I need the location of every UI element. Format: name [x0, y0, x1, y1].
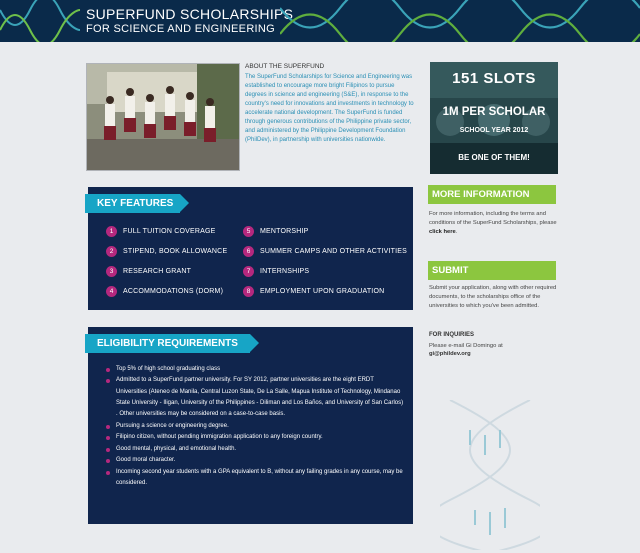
dna-helix-left-icon: [0, 0, 80, 42]
feature-item: [243, 245, 407, 257]
inquiries-heading: FOR INQUIRIES: [429, 332, 475, 338]
feature-label: FULL TUITION COVERAGE: [123, 227, 216, 235]
feature-number: 3: [106, 266, 117, 277]
more-information-text: [429, 210, 561, 236]
eligibility-panel: [88, 327, 413, 524]
about-body: The SuperFund Scholarships for Science and Engineering was established to encourage more bright Filipinos to pursue degrees in science and engineering (S&E), in response to the country's need for innovations and investments in technology to accelerate national development. The SuperFund is funded through generous contributions of the Philippine private sector, and administered by the Philippine Development Foundation (PhilDev), in partnership with universities nationwide.: [245, 74, 414, 143]
feature-number: 6: [243, 246, 254, 257]
more-information-body: For more information, including the terms and conditions of the SuperFund Scholarships, please: [429, 211, 557, 226]
feature-label: STIPEND, BOOK ALLOWANCE: [123, 247, 228, 255]
more-information-heading: MORE INFORMATION: [428, 185, 556, 204]
eligibility-item: Good mental, physical, and emotional health.: [106, 444, 406, 455]
feature-number: 8: [243, 286, 254, 297]
students-photo: [86, 63, 240, 171]
feature-item: [106, 285, 223, 297]
key-features-title: KEY FEATURES: [85, 194, 180, 213]
eligibility-item: Admitted to a SuperFund partner university. For SY 2012, partner universities are the eight ERDT Universities (Ateneo de Manila, Central Luzon State, De La Salle, Mapua Institute of Technology, Mindanao State University - Iligan, University of the Philippines - Diliman and Los Baños, and University of San Carlos) . Other universities may be considered on a case-to-case basis.: [106, 375, 406, 420]
feature-number: 4: [106, 286, 117, 297]
feature-number: 1: [106, 226, 117, 237]
promo-banner[interactable]: [430, 62, 558, 174]
feature-label: ACCOMMODATIONS (DORM): [123, 287, 224, 295]
feature-item: [106, 225, 216, 237]
feature-label: SUMMER CAMPS AND OTHER ACTIVITIES: [260, 247, 408, 255]
site-header: [0, 0, 640, 42]
promo-cta-band[interactable]: [430, 143, 558, 174]
students-jumping-image: [87, 64, 240, 171]
feature-item: [243, 225, 309, 237]
feature-number: 2: [106, 246, 117, 257]
promo-per-scholar: 1M PER SCHOLAR: [442, 106, 546, 118]
feature-number: 7: [243, 266, 254, 277]
click-here-link[interactable]: click here: [429, 228, 456, 235]
feature-item: [106, 265, 191, 277]
site-subtitle: FOR SCIENCE AND ENGINEERING: [86, 23, 276, 35]
eligibility-item: Top 5% of high school graduating class: [106, 364, 406, 375]
inquiries-text: Please e-mail Gi Domingo at: [429, 343, 503, 349]
dna-helix-right-icon: [280, 0, 640, 42]
feature-item: [106, 245, 227, 257]
feature-label: INTERNSHIPS: [260, 267, 310, 275]
eligibility-title: ELIGIBILITY REQUIREMENTS: [85, 334, 250, 353]
key-features-panel: [88, 187, 413, 310]
eligibility-list: [106, 364, 406, 490]
submit-heading: SUBMIT: [428, 261, 556, 280]
feature-label: MENTORSHIP: [260, 227, 309, 235]
more-information-tail: .: [455, 228, 458, 235]
eligibility-item: Pursuing a science or engineering degree.: [106, 421, 406, 432]
promo-slots: 151 SLOTS: [452, 70, 536, 87]
submit-text: Submit your application, along with other required documents, to the scholarships office of the universities to which you've been admitted.: [429, 285, 557, 309]
about-title: ABOUT THE SUPERFUND: [245, 63, 325, 70]
eligibility-item: Incoming second year students with a GPA equivalent to B, without any failing grades in any course, may be considered.: [106, 467, 406, 490]
inquiries-email-link[interactable]: gi@phildev.org: [429, 351, 471, 357]
eligibility-item: Filipino citizen, without pending immigration application to any foreign country.: [106, 432, 406, 443]
promo-school-year: SCHOOL YEAR 2012: [459, 127, 529, 134]
feature-number: 5: [243, 226, 254, 237]
feature-label: EMPLOYMENT UPON GRADUATION: [260, 287, 385, 295]
feature-item: [243, 265, 309, 277]
feature-item: [243, 285, 384, 297]
site-title[interactable]: SUPERFUND SCHOLARSHIPS: [86, 6, 294, 22]
feature-label: RESEARCH GRANT: [123, 267, 192, 275]
eligibility-item: Good moral character.: [106, 455, 406, 466]
dna-background-icon: [440, 400, 540, 550]
promo-cta-label: BE ONE OF THEM!: [458, 153, 530, 162]
